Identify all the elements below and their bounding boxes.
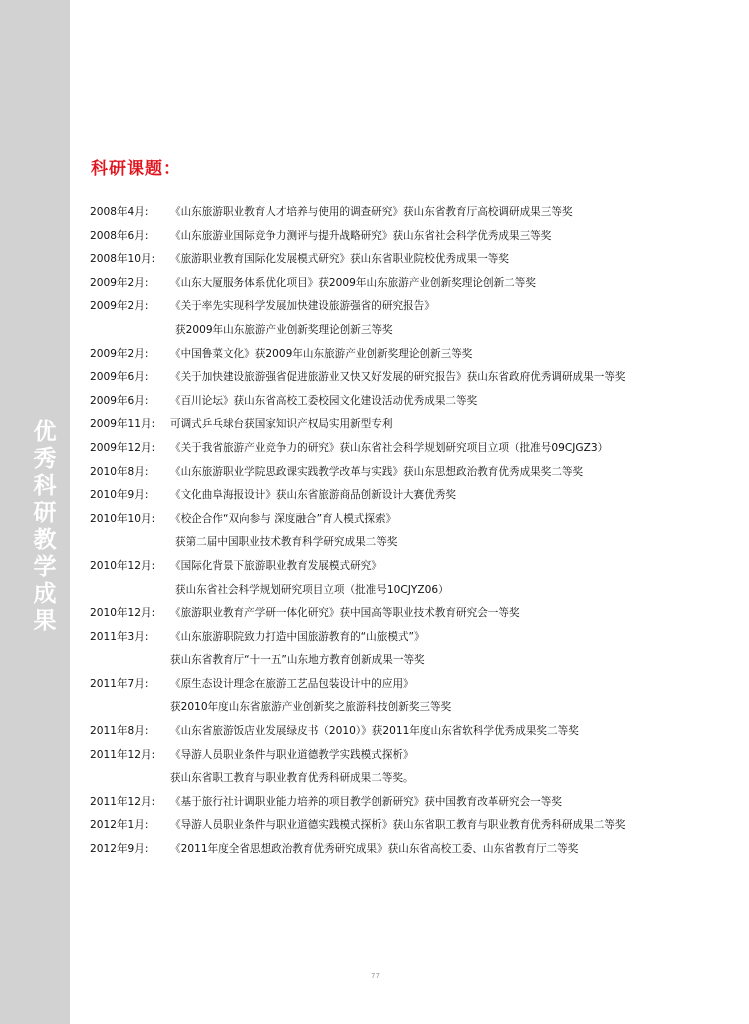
list-item xyxy=(90,201,740,225)
sidebar-title-char: 教 xyxy=(33,526,57,553)
entry-date: 2009年2月: xyxy=(90,347,149,360)
list-item xyxy=(90,461,740,485)
entry-date: 2011年3月: xyxy=(90,630,149,643)
entry-text: 《旅游职业教育国际化发展模式研究》获山东省职业院校优秀成果一等奖 xyxy=(170,253,509,266)
entry-date: 2009年11月: xyxy=(90,418,156,431)
list-item xyxy=(90,343,740,367)
entry-text: 获2009年山东旅游产业创新奖理论创新三等奖 xyxy=(175,323,393,336)
list-item xyxy=(90,272,740,296)
entry-date: 2010年9月: xyxy=(90,489,149,502)
list-item-continuation xyxy=(90,767,740,791)
list-item xyxy=(90,744,740,768)
entry-text: 《基于旅行社计调职业能力培养的项目教学创新研究》获中国教育改革研究会一等奖 xyxy=(170,795,562,808)
list-item xyxy=(90,673,740,697)
entry-date: 2010年12月: xyxy=(90,559,156,572)
entry-text: 《关于我省旅游产业竞争力的研究》获山东省社会科学规划研究项目立项（批准号09CJGZ3） xyxy=(170,441,609,454)
entry-date: 2009年12月: xyxy=(90,441,156,454)
entry-text: 《山东旅游职院致力打造中国旅游教育的“山旅模式”》 xyxy=(170,630,425,643)
entry-date: 2010年12月: xyxy=(90,607,156,620)
entry-text: 《中国鲁菜文化》获2009年山东旅游产业创新奖理论创新三等奖 xyxy=(170,347,473,360)
list-item xyxy=(90,602,740,626)
entry-text: 《文化曲阜海报设计》获山东省旅游商品创新设计大赛优秀奖 xyxy=(170,489,457,502)
list-item-continuation xyxy=(90,531,740,555)
sidebar-title-char: 秀 xyxy=(33,445,57,472)
entry-text: 获山东省社会科学规划研究项目立项（批准号10CJYZ06） xyxy=(175,583,449,596)
sidebar-title-char: 优 xyxy=(33,418,57,445)
entry-date: 2011年8月: xyxy=(90,725,149,738)
entry-text: 《导游人员职业条件与职业道德教学实践模式探析》 xyxy=(170,748,414,761)
entry-date: 2012年1月: xyxy=(90,819,149,832)
entry-date: 2012年9月: xyxy=(90,843,149,856)
sidebar-title-char: 研 xyxy=(33,499,57,526)
entry-text: 获山东省职工教育与职业教育优秀科研成果二等奖。 xyxy=(170,772,414,785)
entry-text: 《百川论坛》获山东省高校工委校园文化建设活动优秀成果二等奖 xyxy=(170,394,478,407)
research-entries-list xyxy=(90,201,740,862)
list-item xyxy=(90,838,740,862)
entry-text: 获山东省教育厅“十一五”山东地方教育创新成果一等奖 xyxy=(170,654,425,667)
entry-text: 《山东旅游职业教育人才培养与使用的调查研究》获山东省教育厅高校调研成果三等奖 xyxy=(170,206,573,218)
list-item xyxy=(90,366,740,390)
sidebar-title-char: 科 xyxy=(33,472,57,499)
entry-text: 《校企合作“双向参与 深度融合”育人模式探索》 xyxy=(170,512,397,525)
list-item xyxy=(90,225,740,249)
entry-text: 《关于加快建设旅游强省促进旅游业又快又好发展的研究报告》获山东省政府优秀调研成果一等奖 xyxy=(170,371,626,384)
entry-text: 获第二届中国职业技术教育科学研究成果二等奖 xyxy=(175,536,398,549)
entry-date: 2008年10月: xyxy=(90,253,156,266)
sidebar-title-char: 成 xyxy=(33,580,57,607)
entry-text: 可调式乒乓球台获国家知识产权局实用新型专利 xyxy=(170,418,393,431)
entry-date: 2009年2月: xyxy=(90,276,149,289)
entry-text: 《山东旅游业国际竞争力测评与提升战略研究》获山东省社会科学优秀成果三等奖 xyxy=(170,229,552,242)
list-item xyxy=(90,720,740,744)
entry-date: 2011年12月: xyxy=(90,748,156,761)
list-item xyxy=(90,508,740,532)
entry-date: 2009年2月: xyxy=(90,300,149,313)
entry-text: 《山东省旅游饭店业发展绿皮书（2010）》获2011年度山东省软科学优秀成果奖二等奖 xyxy=(170,725,579,738)
sidebar-title xyxy=(30,418,60,634)
entry-text: 《关于率先实现科学发展加快建设旅游强省的研究报告》 xyxy=(170,300,435,313)
page-number: 77 xyxy=(371,972,380,980)
entry-text: 《2011年度全省思想政治教育优秀研究成果》获山东省高校工委、山东省教育厅二等奖 xyxy=(170,843,579,856)
section-heading: 科研课题： xyxy=(91,159,181,179)
entry-date: 2011年12月: xyxy=(90,795,156,808)
entry-date: 2011年7月: xyxy=(90,677,149,690)
entry-date: 2008年4月: xyxy=(90,206,149,218)
entry-text: 《旅游职业教育产学研一体化研究》获中国高等职业技术教育研究会一等奖 xyxy=(170,607,520,620)
sidebar-band xyxy=(0,0,70,1024)
list-item xyxy=(90,437,740,461)
entry-text: 《山东大厦服务体系优化项目》获2009年山东旅游产业创新奖理论创新二等奖 xyxy=(170,276,536,289)
list-item-continuation xyxy=(90,579,740,603)
sidebar-title-char: 学 xyxy=(33,553,57,580)
entry-date: 2010年10月: xyxy=(90,512,156,525)
list-item xyxy=(90,626,740,650)
list-item xyxy=(90,814,740,838)
sidebar-title-char: 果 xyxy=(33,607,57,634)
entry-text: 《山东旅游职业学院思政课实践教学改革与实践》获山东思想政治教育优秀成果奖二等奖 xyxy=(170,465,584,478)
list-item xyxy=(90,413,740,437)
entry-date: 2009年6月: xyxy=(90,394,149,407)
entry-text: 《原生态设计理念在旅游工艺品包装设计中的应用》 xyxy=(170,677,414,690)
list-item-continuation xyxy=(90,696,740,720)
entry-text: 获2010年度山东省旅游产业创新奖之旅游科技创新奖三等奖 xyxy=(170,701,452,714)
entry-date: 2009年6月: xyxy=(90,371,149,384)
list-item xyxy=(90,248,740,272)
list-item-continuation xyxy=(90,649,740,673)
list-item-continuation xyxy=(90,319,740,343)
entry-date: 2010年8月: xyxy=(90,465,149,478)
list-item xyxy=(90,390,740,414)
entry-text: 《导游人员职业条件与职业道德实践模式探析》获山东省职工教育与职业教育优秀科研成果二等奖 xyxy=(170,819,626,832)
list-item xyxy=(90,295,740,319)
entry-date: 2008年6月: xyxy=(90,229,149,242)
entry-text: 《国际化背景下旅游职业教育发展模式研究》 xyxy=(170,559,382,572)
list-item xyxy=(90,791,740,815)
list-item xyxy=(90,555,740,579)
list-item xyxy=(90,484,740,508)
